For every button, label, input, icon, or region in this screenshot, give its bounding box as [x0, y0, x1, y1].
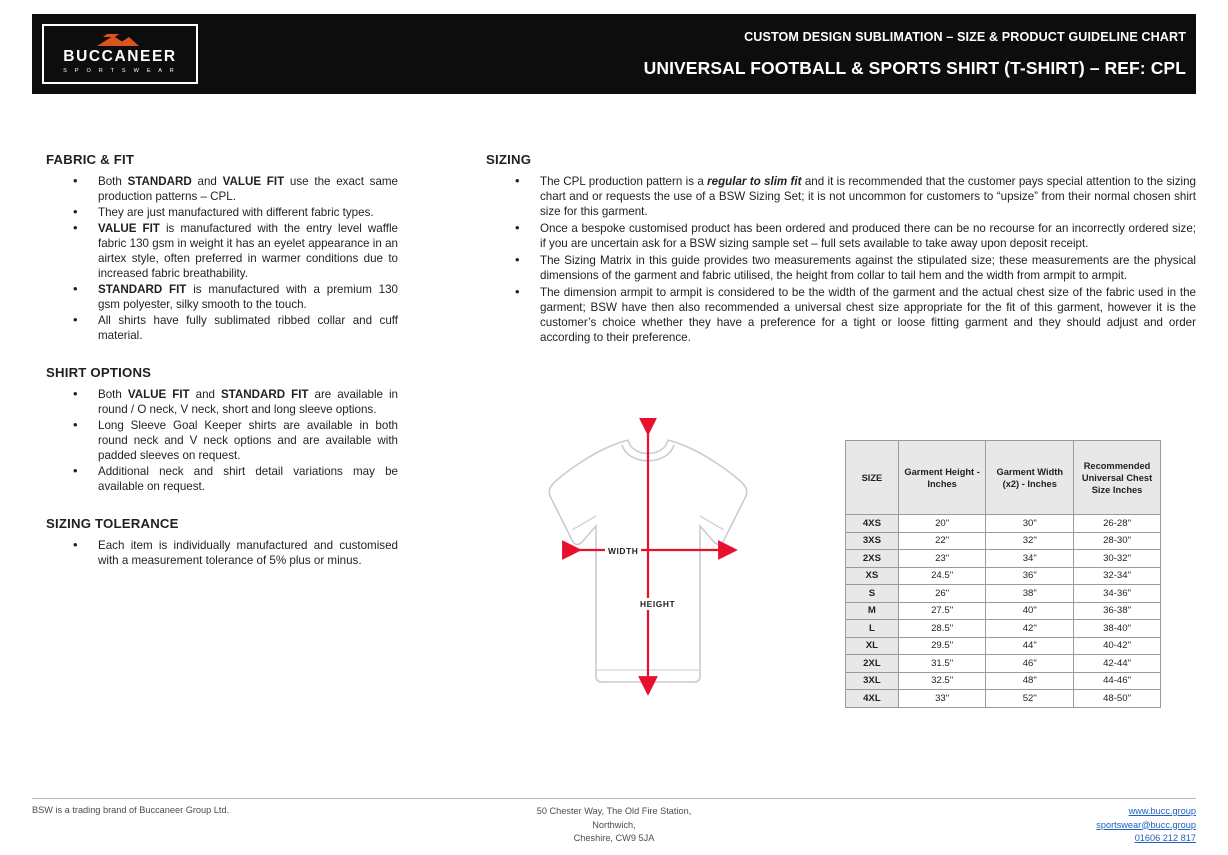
page-title: UNIVERSAL FOOTBALL & SPORTS SHIRT (T-SHIRT) – REF: CPL [643, 57, 1186, 78]
table-row [846, 567, 1161, 585]
section-heading: FABRIC & FIT [46, 152, 135, 167]
tshirt-measurement-diagram [510, 418, 810, 718]
section-shirt-options [46, 365, 398, 494]
cell-height: 22" [898, 532, 986, 550]
document-header [32, 14, 1196, 94]
cell-width: 42" [986, 620, 1074, 638]
cell-height: 27.5" [898, 602, 986, 620]
table-row [846, 532, 1161, 550]
cell-chest: 36-38" [1074, 602, 1161, 620]
bullet-list [46, 538, 398, 568]
table-header-row [846, 441, 1161, 515]
cell-size: 4XL [846, 690, 899, 708]
list-item: • Both VALUE FIT and STANDARD FIT are available in round / O neck, V neck, short and long sleeve options. [46, 387, 398, 417]
mountain-chevron-logo-icon [93, 34, 147, 47]
list-item: • STANDARD FIT is manufactured with a premium 130 gsm polyester, silky smooth to the touch. [46, 282, 398, 312]
cell-height: 32.5" [898, 672, 986, 690]
bullet-list [486, 174, 1196, 345]
list-item: • Long Sleeve Goal Keeper shirts are available in both round neck and V neck options and are available with padded sleeves on request. [46, 418, 398, 463]
cell-width: 34" [986, 550, 1074, 568]
cell-chest: 40-42" [1074, 637, 1161, 655]
cell-width: 36" [986, 567, 1074, 585]
address-line: 50 Chester Way, The Old Fire Station, [536, 806, 692, 816]
table-row [846, 672, 1161, 690]
cell-chest: 32-34" [1074, 567, 1161, 585]
left-column [46, 152, 398, 569]
cell-size: XL [846, 637, 899, 655]
cell-height: 29.5" [898, 637, 986, 655]
address-line: Northwich, [592, 819, 636, 830]
cell-width: 30" [986, 515, 1074, 533]
cell-width: 32" [986, 532, 1074, 550]
table-row [846, 550, 1161, 568]
width-label: WIDTH [605, 545, 641, 557]
table-row [846, 620, 1161, 638]
cell-width: 46" [986, 655, 1074, 673]
brand-tagline: S P O R T S W E A R [63, 67, 177, 74]
cell-height: 26" [898, 585, 986, 603]
right-column [486, 152, 1196, 347]
list-item: • Both STANDARD and VALUE FIT use the exact same production patterns – CPL. [46, 174, 398, 204]
cell-size: 3XS [846, 532, 899, 550]
cell-width: 38" [986, 585, 1074, 603]
bullet-list [46, 174, 398, 343]
cell-size: S [846, 585, 899, 603]
table-row [846, 655, 1161, 673]
cell-size: M [846, 602, 899, 620]
cell-height: 20" [898, 515, 986, 533]
height-label: HEIGHT [637, 598, 678, 610]
brand-logo [32, 14, 208, 94]
cell-size: 4XS [846, 515, 899, 533]
table-row [846, 602, 1161, 620]
cell-chest: 30-32" [1074, 550, 1161, 568]
cell-size: XS [846, 567, 899, 585]
cell-width: 52" [986, 690, 1074, 708]
cell-width: 44" [986, 637, 1074, 655]
cell-height: 33" [898, 690, 986, 708]
cell-chest: 26-28" [1074, 515, 1161, 533]
cell-chest: 48-50" [1074, 690, 1161, 708]
cell-width: 40" [986, 602, 1074, 620]
cell-chest: 42-44" [1074, 655, 1161, 673]
cell-height: 23" [898, 550, 986, 568]
brand-name: BUCCANEER [63, 48, 177, 66]
cell-chest: 28-30" [1074, 532, 1161, 550]
email-link[interactable]: sportswear@bucc.group [1096, 819, 1196, 830]
cell-size: 2XL [846, 655, 899, 673]
address-line: Cheshire, CW9 5JA [573, 833, 655, 843]
list-item: • The Sizing Matrix in this guide provides two measurements against the stipulated size; these measurements are the physical dimensions of the garment and fabric utilised, the height from collar to tail hem and the width from armpit to armpit. [486, 253, 1196, 283]
size-table [845, 440, 1161, 708]
cell-height: 31.5" [898, 655, 986, 673]
column-header-garment-width: Garment Width (x2) - Inches [986, 441, 1074, 515]
bullet-list [46, 387, 398, 494]
footer-contact [836, 805, 1196, 846]
header-subtitle: CUSTOM DESIGN SUBLIMATION – SIZE & PRODUCT GUIDELINE CHART [744, 29, 1186, 44]
footer-address [392, 805, 836, 846]
table-row [846, 515, 1161, 533]
cell-size: L [846, 620, 899, 638]
column-header-size: SIZE [846, 441, 899, 515]
table-row [846, 637, 1161, 655]
list-item: • Additional neck and shirt detail variations may be available on request. [46, 464, 398, 494]
list-item: • Each item is individually manufactured and customised with a measurement tolerance of 5% plus or minus. [46, 538, 398, 568]
cell-chest: 38-40" [1074, 620, 1161, 638]
cell-height: 28.5" [898, 620, 986, 638]
section-heading: SIZING [486, 152, 532, 167]
column-header-garment-height: Garment Height - Inches [898, 441, 986, 515]
section-heading: SIZING TOLERANCE [46, 516, 179, 531]
size-table-body [846, 515, 1161, 708]
footer-legal: BSW is a trading brand of Buccaneer Group Ltd. [32, 805, 230, 815]
cell-size: 2XS [846, 550, 899, 568]
header-titles [208, 14, 1196, 94]
website-link[interactable]: www.bucc.group [1128, 806, 1196, 816]
list-item: • VALUE FIT is manufactured with the entry level waffle fabric 130 gsm in weight it has an eyelet appearance in an airtex style, often preferred in warmer conditions due to increased fabric breathability. [46, 221, 398, 281]
table-row [846, 690, 1161, 708]
measurement-arrows [510, 418, 810, 718]
list-item: • They are just manufactured with different fabric types. [46, 205, 398, 220]
cell-size: 3XL [846, 672, 899, 690]
list-item: • The CPL production pattern is a regular to slim fit and it is recommended that the customer pays special attention to the sizing chart and or requests the use of a BSW Sizing Set; it is not uncommon for customers to “upsize” from their normal chosen shirt size for this garment. [486, 174, 1196, 219]
column-header-recommended-chest: Recommended Universal Chest Size Inches [1074, 441, 1161, 515]
list-item: • Once a bespoke customised product has been ordered and produced there can be no recourse for an incorrectly ordered size; if you are uncertain ask for a BSW sizing sample set – full sets available to take away upon deposit receipt. [486, 221, 1196, 251]
list-item: • All shirts have fully sublimated ribbed collar and cuff material. [46, 313, 398, 343]
sizing-matrix [845, 440, 1161, 708]
list-item: • The dimension armpit to armpit is considered to be the width of the garment and the actual chest size of the fabric used in the garment; BSW have then also recommended a universal chest size appropriate for the fit of this garment, however it is the customer’s choice whether they have a preference for a tight or loose fitting garment and they should adjust and order according to their preference. [486, 285, 1196, 345]
cell-chest: 44-46" [1074, 672, 1161, 690]
cell-chest: 34-36" [1074, 585, 1161, 603]
section-sizing [486, 152, 1196, 345]
section-sizing-tolerance [46, 516, 398, 568]
cell-height: 24.5" [898, 567, 986, 585]
document-footer [32, 798, 1196, 846]
cell-width: 48" [986, 672, 1074, 690]
table-row [846, 585, 1161, 603]
section-fabric-and-fit [46, 152, 398, 343]
section-heading: SHIRT OPTIONS [46, 365, 152, 380]
phone-number: 01606 212 817 [1134, 833, 1196, 843]
